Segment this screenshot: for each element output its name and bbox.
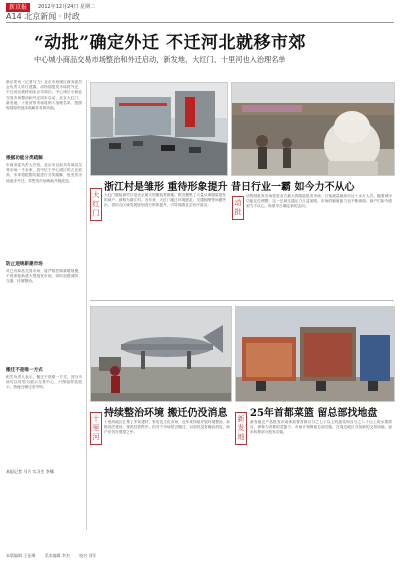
art-credit: 美术编辑 李杰: [44, 553, 70, 558]
para-prevent: 对已有商品交易市场，将严格控制新增规模，不再审批新建大型批发市场，同时加强消防、交通、环境整治。: [6, 269, 82, 284]
newspaper-logo: 新京报: [6, 3, 30, 12]
section-body-dahongmen: 大红门服装商贸区是北京最大的服装集散地，附近聚集了大量从事服装批发的商户，被称为浙江村。近年来，大红门地区环境脏乱、交通拥堵等问题突出，将结合区域发展规划进行形象提升，引导低端业态有序退出。: [104, 193, 226, 208]
dongbi-market-photo: [231, 82, 395, 176]
subhead-classification: 根据功能分类疏解: [6, 156, 43, 161]
section-label-dahongmen: 大红门: [90, 188, 102, 221]
page-footer: [6, 553, 394, 559]
subhead-relocation: 搬迁不是唯一方式: [6, 368, 43, 373]
editor-credit: 本版编辑 王佳琳: [6, 553, 36, 558]
page-section: A14 北京新闻 · 时政: [6, 12, 80, 21]
column-divider: [86, 80, 87, 530]
dahongmen-street-photo: [90, 82, 228, 176]
shilihe-market-photo: [90, 306, 232, 402]
intro-text: 新京报讯（记者马力）北京市西城区商务委员会负责人昨日透露，动物园批发市场将外迁，不迁河北就移到北京市郊区。中心城区小商品交易市场整治和外迁同步启动，北京大红门、新发地、十里河等市场将纳入治理名单，按照规划原则逐步疏解非首都功能。: [6, 80, 82, 111]
section-title-dongbi: 昔日行业一霸 如今力不从心: [231, 182, 355, 193]
section-label-shilihe: 十里河: [90, 412, 102, 445]
main-headline: “动批”确定外迁 不迁河北就移市郊: [34, 33, 306, 53]
xinfadi-market-photo: [235, 306, 395, 402]
proof-credit: 校对 刘军: [79, 553, 97, 558]
issue-date: 2012年12月24日 星期二: [38, 4, 96, 10]
section-body-shilihe: 十里河地区汇集了多家建材、家居及文化市场，近年来持续开展环境整治，拆除违法建设，规范经营秩序。但对于市场是否搬迁，目前仍没有确切消息，商户们仍在观望之中。: [104, 420, 230, 435]
section-title-xinfadi: 25年首都菜篮 留总部找地盘: [250, 408, 378, 419]
subhead-prevent: 防止违规新建市场: [6, 262, 43, 267]
section-label-xinfadi: 新发地: [235, 412, 247, 445]
left-column: [6, 80, 82, 532]
section-label-dongbi: 动批: [232, 196, 244, 220]
sub-headline: 中心城小商品交易市场整治和外迁启动，新发地、大红门、十里河也入治理名单: [34, 55, 286, 64]
section-body-dongbi: 动物园批发市场曾是北方最大的服装批发市场，日客流量最高可达十余万人次。随着城市功能定位调整，这一区域交通压力日益加剧，市场的辐射能力也不断减弱，商户们如今感到力不从心，盼望早日确定新的去向。: [246, 194, 392, 209]
para-relocation: 相关负责人表示，搬迁不是唯一方式，部分市场可以转型为展示交易中心，只保留样品展示，物流仓储迁至外埠。: [6, 375, 82, 390]
section-body-xinfadi: 新发地农产品批发市场承担着首都百分之七十以上的蔬菜和百分之八十以上的水果供应，被称为首都的菜篮子。市场计划保留总部功能，在周边地区寻找新的交易场地，逐步转移部分批发功能。: [250, 420, 392, 435]
section-title-dahongmen: 浙江村是雏形 重待形象提升: [104, 182, 228, 193]
byline: 本报记者 马力 实习生 李娜: [6, 469, 54, 474]
section-divider: [90, 300, 394, 301]
section-title-shilihe: 持续整治环境 搬迁仍没消息: [104, 408, 228, 419]
para-classification: 市商务委负责人介绍，北京市目前共有商品交易市场一千余家，其中位于中心城区的占比较高，未来将根据功能进行分类疏解，批发类市场逐步外迁，零售类市场就地升级改造。: [6, 163, 82, 183]
header-divider: [6, 22, 394, 23]
